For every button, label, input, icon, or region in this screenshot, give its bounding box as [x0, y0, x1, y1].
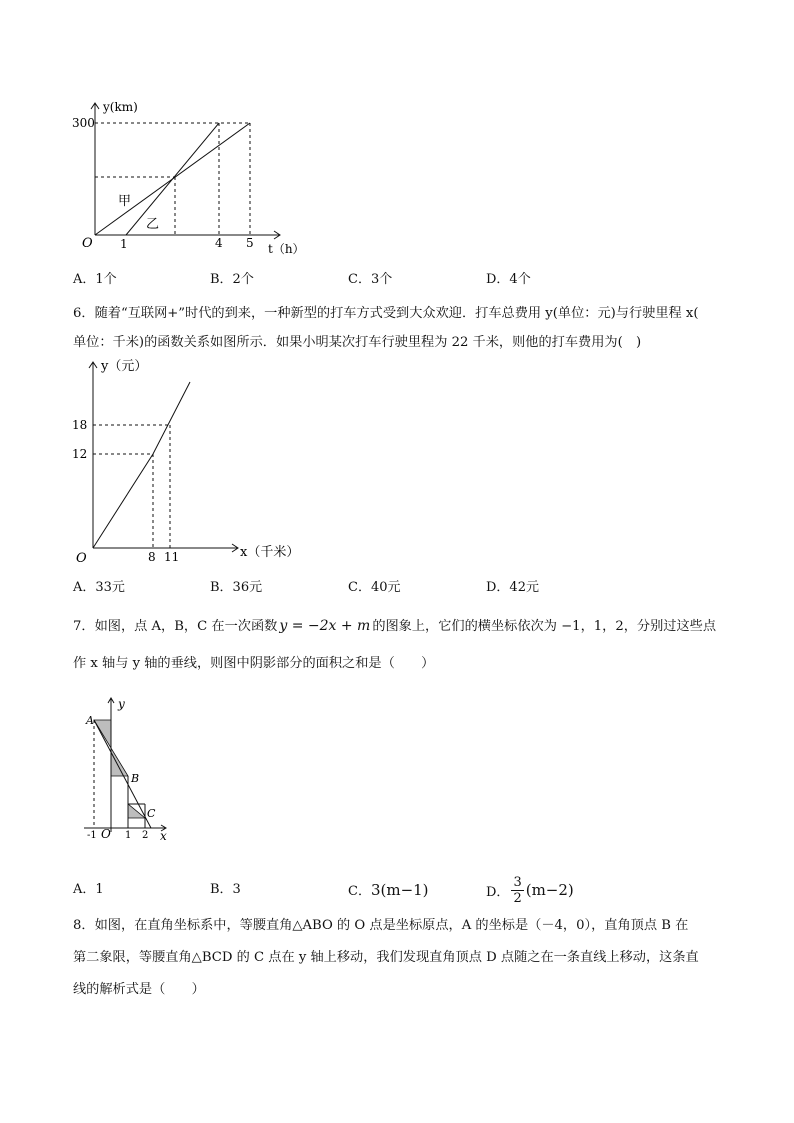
figure-q5-graph [70, 95, 320, 260]
q8-text-line1: 8．如图，在直角坐标系中，等腰直角△ABO 的 O 点是坐标原点，A 的坐标是（－4，0），直角顶点 B 在 [73, 918, 689, 933]
q5-option-c[interactable]: C．3个 [348, 272, 393, 287]
q7-option-c-formula: 3(m−1) [370, 881, 429, 899]
fraction-numerator: 3 [513, 874, 522, 890]
q7-option-c-prefix: C． [348, 884, 371, 899]
fare-line [93, 382, 190, 548]
q7-text-part2: 的图象上，它们的横坐标依次为 −1，1，2，分别过这些点 [372, 619, 717, 634]
x-tick-neg1: -1 [87, 830, 97, 841]
x-tick-2: 2 [142, 830, 149, 841]
point-c-label: C [147, 807, 156, 820]
line-yi [126, 123, 219, 235]
x-tick-11: 11 [164, 550, 180, 564]
y-tick-18: 18 [72, 418, 88, 432]
x-axis-label: x [160, 829, 167, 842]
q7-option-a[interactable]: A．1 [73, 882, 104, 897]
q7-option-c[interactable] [348, 880, 429, 902]
y-tick-300: 300 [72, 116, 95, 130]
q7-text-part1: 7．如图，点 A，B，C 在一次函数 [73, 619, 278, 634]
q5-option-b[interactable]: B．2个 [210, 272, 254, 287]
q7-option-b[interactable]: B．3 [210, 882, 241, 897]
q7-option-d-prefix: D． [486, 884, 510, 900]
x-tick-1: 1 [120, 237, 128, 251]
function-line [94, 720, 151, 828]
figure-q6-graph [68, 352, 318, 567]
q7-text-line2: 作 x 轴与 y 轴的垂线，则图中阴影部分的面积之和是（ ） [73, 656, 435, 671]
point-a-label: A [86, 714, 94, 727]
q7-formula: y = −2x + m [279, 618, 371, 634]
q8-text-line3: 线的解析式是（ ） [73, 982, 205, 997]
x-tick-5: 5 [246, 236, 254, 250]
x-tick-4: 4 [215, 236, 223, 250]
q7-option-d-fraction [511, 875, 523, 906]
q6-text-line1: 6．随着“互联网+”时代的到来，一种新型的打车方式受到大众欢迎．打车总费用 y(单位：元)与行驶里程 x( [73, 306, 699, 321]
q6-text-line2: 单位：千米)的函数关系如图所示．如果小明某次打车行驶里程为 22 千米，则他的打车费用为( ) [73, 335, 642, 350]
y-axis-label: y（元） [101, 359, 148, 374]
shaded-triangle-b [111, 748, 128, 776]
q5-option-d[interactable]: D．4个 [486, 272, 531, 287]
figure-q7-graph [78, 692, 178, 842]
q7-option-d[interactable] [486, 870, 574, 910]
origin-label: O [101, 827, 111, 841]
y-axis-label: y [118, 697, 125, 711]
x-tick-8: 8 [148, 550, 156, 564]
y-axis-label: y(km) [103, 100, 138, 114]
q5-option-a[interactable]: A．1个 [73, 272, 117, 287]
origin-label: O [82, 236, 93, 251]
q6-option-c[interactable]: C．40元 [348, 580, 401, 595]
label-jia: 甲 [118, 194, 132, 209]
q8-text-line2: 第二象限，等腰直角△BCD 的 C 点在 y 轴上移动，我们发现直角顶点 D 点随之在一条直线上移动，这条直 [73, 950, 699, 965]
x-tick-1: 1 [125, 830, 132, 841]
q7-option-d-rest: (m−2) [525, 881, 574, 899]
q6-option-d[interactable]: D．42元 [486, 580, 539, 595]
label-yi: 乙 [146, 217, 160, 232]
q6-option-b[interactable]: B．36元 [210, 580, 263, 595]
fraction-denominator: 2 [513, 890, 522, 906]
point-b-label: B [131, 772, 140, 785]
q6-option-a[interactable]: A．33元 [73, 580, 125, 595]
y-tick-12: 12 [72, 447, 88, 461]
q7-text-line1 [73, 616, 716, 637]
x-axis-label: t（h） [268, 242, 305, 256]
origin-label: O [76, 551, 87, 566]
x-axis-label: x（千米） [240, 545, 300, 560]
